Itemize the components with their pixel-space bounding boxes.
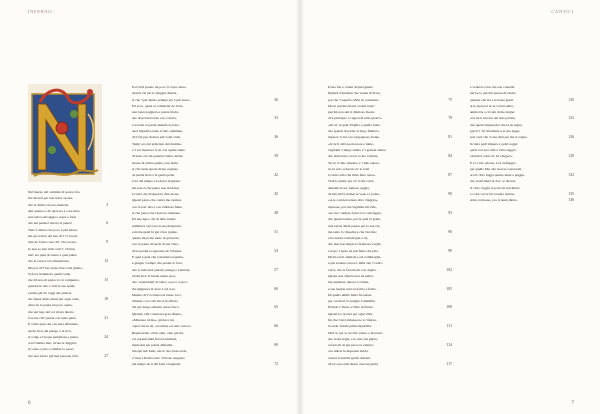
verse-line: «Miserere di me», gridai a lui, [132, 317, 175, 322]
verse-line: che, venendomi 'ncontro, a poco a poco [132, 280, 188, 285]
verse-line: si volge a l'acqua perigliosa e guata, [28, 334, 79, 339]
verse-line: E qual è quei che volontieri acquista, [132, 255, 184, 260]
line-number: 114 [446, 343, 452, 348]
line-number: 129 [568, 154, 574, 159]
line-number: 45 [274, 192, 278, 197]
verse-line: Ond' io per lo tuo me' penso e discerno [328, 330, 383, 335]
verse-line: dirò de l'altre cose ch'i' v'ho scorte. [28, 240, 77, 245]
verse-line: «qual che tu sii, od ombra od omo certo!». [132, 324, 192, 329]
verse-line: ché questa bestia, per la qual tu gride, [328, 217, 381, 222]
verse-line: l'ora del tempo e la dolce stagione; [132, 179, 181, 184]
verse-line: oh felice colui cu' ivi elegge!». [470, 154, 514, 159]
verse-line: sì ch'a bene sperar m'era cagione [132, 166, 178, 171]
verse-line: «se vuo' campar d'esto loco selvaggio; [328, 210, 382, 215]
verse-line: Eurialo e Turno e Niso di ferute. [328, 305, 374, 310]
verse-line: quivi è la sua città e l'alto seggio: [470, 147, 517, 152]
verse-line: e ha natura sì malvagia e ria, [328, 236, 369, 241]
line-number: 24 [104, 334, 108, 339]
line-number: 132 [568, 173, 574, 178]
line-number: 54 [274, 248, 278, 253]
line-number: 15 [104, 278, 108, 283]
verse-line: e trarrotti di qui per loco etterno; [328, 343, 374, 348]
line-number: 111 [446, 324, 452, 329]
verse-line: Molti son li animali a cui s'ammoglia, [328, 255, 382, 260]
verse-line: uscito fuor del pelago a la riva, [28, 328, 72, 333]
line-number: 90 [448, 192, 452, 197]
verse-line: ch'i' fui per ritornar più volte vòlto. [132, 135, 182, 140]
verse-line: tant' era pien di sonno a quel punto [28, 252, 77, 257]
verse-line: e giugne 'l tempo che perder lo face, [132, 261, 183, 266]
verse-line: Ma tu perché ritorni a tanta noia? [328, 103, 375, 108]
verse-line: la notte ch'i' passai con tanta pieta. [28, 315, 77, 320]
verse-line: ch'è principio e cagion di tutta gioia?». [328, 116, 383, 121]
verse-line: lo bello stilo che m'ha fatto onore. [328, 173, 376, 178]
verse-line: «A te convien tenere altro vïaggio», [328, 198, 379, 203]
verse-line: tu se' solo colui da cu' io tolsi [328, 166, 370, 171]
line-number: 136 [568, 198, 574, 203]
verse-line: non vuol che 'n sua città per me si vegna. [470, 135, 528, 140]
line-number: 78 [448, 116, 452, 121]
verse-line: ma per trattar del ben ch'i' vi trovai, [28, 234, 78, 239]
line-number: 126 [568, 135, 574, 140]
verse-line: Quando vidi costui nel gran diserto, [132, 311, 183, 316]
verse-line: guardai in alto e vidi le sue spalle [28, 284, 75, 289]
verse-line: ché quello imperador che là sù regna, [470, 122, 523, 127]
verse-line: E io a lui: «Poeta, io ti richeggio [470, 160, 516, 165]
line-number: 21 [104, 315, 108, 320]
verse-line: ove udirai le disperate strida, [328, 349, 369, 354]
line-number: 42 [274, 173, 278, 178]
line-number: 108 [446, 305, 452, 310]
verse-line: Nel mezzo del cammin di nostra vita [28, 190, 80, 194]
verse-line: figliuol d'Anchise che venne di Troia, [328, 91, 381, 96]
line-number: 33 [274, 116, 278, 121]
verse-line: Tant' è amara che poco è più morte; [28, 227, 78, 232]
verse-line: che tu mi segui, e io sarò tua guida, [328, 336, 378, 341]
running-header-left: INFERNO [28, 9, 53, 14]
verse-line: «O de li altri poeti onore e lume, [328, 141, 374, 146]
verse-line: Questi parea che contra me venisse [132, 198, 182, 203]
verse-line: A le quai poi se tu vorrai salire, [470, 103, 514, 108]
verse-line: non lascia altrui passar per la sua via, [328, 223, 381, 228]
verse-line: Nacqui sub Iulio, ancor che fosse tardi, [132, 349, 187, 354]
line-number: 81 [448, 135, 452, 140]
line-number: 51 [274, 229, 278, 234]
line-number: 39 [274, 154, 278, 159]
verse-line: Io non so ben ridir com' i' v'intrai, [28, 246, 76, 251]
line-numbers-left-a [94, 189, 108, 359]
line-number: 69 [274, 343, 278, 348]
verse-line: Questi la caccerà per ogne villa, [328, 311, 373, 316]
verse-line: che la verace via abbandonai. [28, 259, 70, 264]
tercets-column-left-a [28, 189, 83, 359]
verse-line: Temp' era dal principio del mattino, [132, 141, 182, 146]
verse-line: che nel pensier rinova la paura! [28, 221, 73, 226]
verse-line: che mena dritto altrui per ogne calle. [28, 297, 80, 302]
line-number: 66 [274, 324, 278, 329]
line-number: 93 [448, 210, 452, 215]
verse-line: e li parenti miei furon lombardi, [132, 336, 177, 341]
verse-line: e vissi a Roma sotto 'l buono Augusto [132, 355, 185, 360]
verse-line: chi per lungo silenzio parea fioco. [132, 305, 180, 310]
page-number-right: 7 [571, 401, 574, 406]
verse-line: mi ripigneva là dove 'l sol tace. [132, 286, 176, 291]
verse-line: la vista che m'apparve d'un leone. [132, 192, 180, 197]
verse-line: Vedi la bestia per cu' io mi volsi; [328, 179, 374, 184]
running-header-right: CANTO I [551, 9, 574, 14]
verse-line: con lei ti lascerò nel mio partire; [470, 116, 516, 121]
verse-line: Rispuosemi: «Non omo, omo già fui, [132, 330, 185, 335]
verse-line: che nel lago del cor m'era durata [28, 309, 74, 314]
line-number: 120 [568, 97, 574, 102]
verse-line: che tu mi meni là dov' or dicesti, [470, 179, 516, 184]
line-number: 48 [274, 210, 278, 215]
line-number: 12 [104, 259, 108, 264]
verse-line: mosse di prima quelle cose belle; [132, 160, 179, 165]
verse-line: quando che sia a le beate genti. [470, 97, 514, 102]
verse-line: questa mi porse tanto di gravezza [132, 236, 179, 241]
right-page [300, 0, 600, 414]
line-number: 63 [274, 305, 278, 310]
line-number: 27 [104, 353, 108, 358]
line-number: 57 [274, 267, 278, 272]
verse-line: sì che 'l piè fermo sempre era 'l più basso. [132, 97, 191, 102]
verse-line: dinanzi a li occhi mi si fu offerto [132, 299, 178, 304]
book-gutter [296, 0, 304, 414]
verse-line: anima fia a ciò più di me degna: [470, 110, 515, 115]
verse-line: e sua nazion sarà tra feltro e feltro. [328, 286, 377, 291]
verse-line: là dove terminava quella valle [28, 271, 71, 276]
line-number: 36 [274, 135, 278, 140]
verse-line: Mentre ch'i' rovinava in basso loco, [132, 292, 182, 297]
illuminated-initial-n [28, 84, 102, 182]
line-number: 30 [274, 97, 278, 102]
line-number: 87 [448, 173, 452, 178]
verse-line: ch'ella mi fa tremar le vene e i polsi». [328, 192, 381, 197]
verse-line: In tutte parti impera e quivi regge; [470, 141, 519, 146]
verse-line: che 'n tutti suoi pensier piange e s'attrista; [132, 267, 191, 272]
verse-line: si volse a retro a rimirar lo passo [28, 347, 74, 352]
verse-line: sì che parea che l'aere ne tremesse. [132, 210, 181, 215]
line-number: 135 [568, 192, 574, 197]
verse-line: per quello Dio che tu non conoscesti, [470, 166, 523, 171]
line-number: 105 [446, 286, 452, 291]
verse-line: ch'io perdei la speranza de l'altezza. [132, 248, 183, 253]
verse-line: con la test' alta e con rabbiosa fame, [132, 204, 183, 209]
line-number: 84 [448, 154, 452, 159]
line-number: 60 [274, 286, 278, 291]
verse-line: rispuose, poi che lagrimar mi vide, [328, 204, 377, 209]
line-numbers-right-a [438, 84, 452, 367]
verse-line: anzi 'mpediva tanto il mio cammino, [132, 129, 184, 134]
verse-line: ché la diritta via era smarrita. [28, 202, 70, 207]
verse-line: Ahi quanto a dir qual era è cosa dura [28, 208, 80, 213]
verse-line: esta selva selvaggia e aspra e forte [28, 215, 77, 220]
tercets-column-left-b [132, 84, 192, 367]
verse-line: perch' i' fu' ribellante a la sua legge, [470, 129, 521, 134]
line-number: 123 [568, 116, 574, 121]
verse-line: fin che l'avrà rimessa ne lo 'nferno, [328, 317, 377, 322]
verse-line: Ed una lupa, che di tutte brame [132, 217, 176, 222]
verse-line: per cui morì la vergine Cammilla, [328, 299, 376, 304]
verse-line: e non mi si partia dinanzi al volto, [132, 122, 180, 127]
verse-line: verrà, che la farà morir con doglia. [328, 267, 377, 272]
line-number: 6 [106, 221, 108, 226]
verse-line: così l'animo mio, ch'ancor fuggiva, [28, 341, 78, 346]
verse-line: Allor si mosse, e io li tenni dietro. [470, 198, 518, 203]
line-number: 18 [104, 297, 108, 302]
verse-line: ma tanto lo 'mpedisce che l'uccide; [328, 229, 377, 234]
verse-line: una lonza leggiera e presta molto, [132, 110, 180, 115]
line-number: 102 [446, 267, 452, 272]
verse-line: nel tempo de li dèi falsi e bugiardi. [132, 362, 181, 367]
page-number-left: 6 [28, 401, 31, 406]
verse-line: che spandi di parlar sì largo fiume?», [328, 129, 380, 134]
verse-line: con la paura ch'uscia di sua vista, [132, 242, 179, 247]
verse-line: Questi non ciberà terra né peltro, [328, 273, 375, 278]
verse-line: e più saranno ancora, infin che 'l veltro [328, 261, 383, 266]
verse-line: ch'eran con lui quando l'amor divino [132, 154, 184, 159]
verse-line: di quella fiera a la gaetta pelle [132, 173, 175, 178]
verse-line: Poeta fui, e cantai di quel giusto [328, 85, 374, 89]
verse-line: tal mi fece la bestia sanza pace, [132, 273, 177, 278]
verse-line: mantoani per patrïa ambedui. [132, 343, 174, 348]
tercets-column-right-b [470, 84, 528, 204]
verse-line: che m'avea di paura il cor compunto, [28, 278, 80, 283]
verse-line: Di quella umile Italia fia salute [328, 292, 372, 297]
verse-line: che non lasciò già mai persona viva. [28, 353, 79, 358]
verse-line: e vederai color che son contenti [470, 85, 515, 89]
verse-line: e color cui tu fai cotanto mesti». [470, 192, 516, 197]
verse-line: aiutami da lei, famoso saggio, [328, 185, 370, 190]
verse-line: poi che 'l superbo Ilïón fu combusto. [328, 97, 380, 102]
verse-line: vedrai li antichi spiriti dolenti, [328, 355, 371, 360]
verse-line: vestite già de' raggi del pianeta [28, 290, 72, 295]
verse-line: ripresi via per la piaggia diserta, [132, 91, 178, 96]
verse-line: acciò ch'io fugga questo male e peggio, [470, 173, 526, 178]
verse-line: là onde 'nvidia prima dipartilla. [328, 324, 372, 329]
verse-line: nel foco, perché speran di venire [470, 91, 516, 96]
tercets-column-right-a [328, 84, 386, 367]
verse-line: e dopo 'l pasto ha più fame che pria. [328, 248, 379, 253]
verse-line: che m'ha fatto cercar lo tuo volume. [328, 154, 379, 159]
line-numbers-left-b [264, 84, 278, 367]
verse-line: che di pel macolato era coverta; [132, 116, 177, 121]
verse-line: E come quei che con lena affannata, [28, 322, 79, 327]
line-number: 117 [446, 362, 452, 367]
verse-line: «Or se' tu quel Virgilio e quella fonte [328, 122, 380, 127]
verse-line: sì ch'io veggia la porta di san Pietro [470, 185, 520, 190]
verse-line: ma sapïenza, amore e virtute, [328, 280, 370, 285]
line-number: 99 [448, 248, 452, 253]
verse-line: Tu se' lo mio maestro e 'l mio autore, [328, 160, 380, 165]
verse-line: vagliami 'l lungo studio e 'l grande amore [328, 147, 386, 152]
line-numbers-right-b [560, 84, 574, 204]
verse-line: Ma poi ch'i' fui al piè d'un colle giunto, [28, 265, 83, 270]
line-number: 96 [448, 229, 452, 234]
verse-line: ma non sì che paura non mi desse [132, 185, 180, 190]
verse-line: rispuos' io lui con vergognosa fronte. [328, 135, 380, 140]
verse-line: che mai non empie la bramosa voglia, [328, 242, 382, 247]
verse-line: Ed ecco, quasi al cominciar de l'erta, [132, 103, 184, 108]
verse-line: Poi ch'èi posato un poco il corpo lasso, [132, 85, 187, 89]
verse-line: Allor fu la paura un poco queta, [28, 303, 73, 308]
line-number: 75 [448, 97, 452, 102]
verse-line: perché non sali il dilettoso monte [328, 110, 375, 115]
line-number: 72 [274, 362, 278, 367]
line-number: 3 [106, 202, 108, 207]
verse-line: ch'a la seconda morte ciascun grida; [328, 362, 379, 367]
verse-line: e 'l sol montava 'n sù con quelle stelle [132, 147, 185, 152]
verse-line: mi ritrovai per una selva oscura, [28, 196, 74, 201]
verse-line: sembiava carca ne la sua magrezza, [132, 223, 182, 228]
line-number: 9 [106, 240, 108, 245]
verse-line: e molte genti fé già viver grame, [132, 229, 178, 234]
